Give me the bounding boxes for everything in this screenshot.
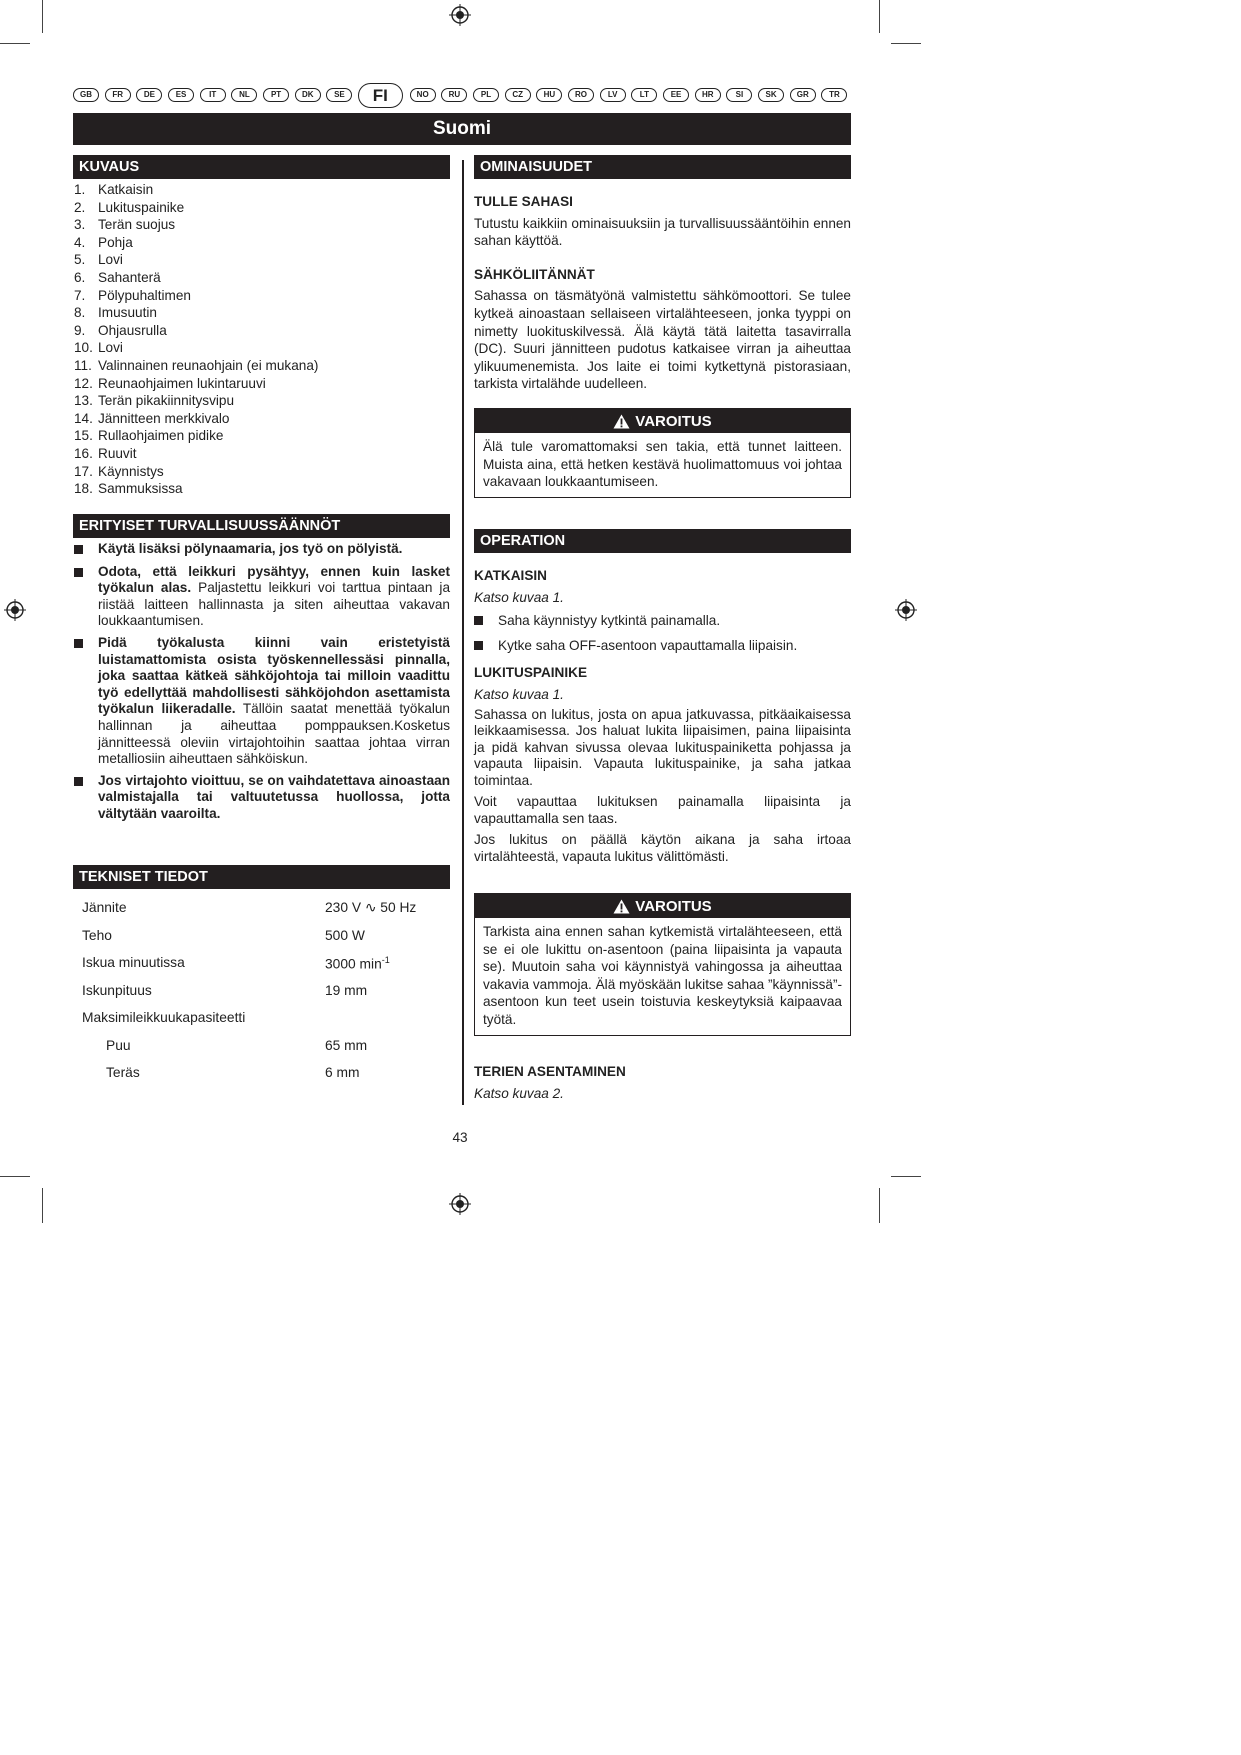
list-item bbox=[74, 216, 450, 234]
list-item bbox=[74, 357, 450, 375]
paragraph: Voit vapauttaa lukituksen painamalla liipaisinta ja vapauttamalla sen taas. bbox=[474, 793, 851, 827]
spec-value-text: 65 mm bbox=[325, 1037, 368, 1053]
paragraph: Tutustu kaikkiin ominaisuuksiin ja turvallisuussääntöihin ennen sahan käyttöä. bbox=[474, 215, 851, 249]
safety-rule-bold: Jos virtajohto vioittuu, se on vaihdatettava ainoastaan valmistajalla tai valtuutetussa huollossa, jotta vältytään vaaroilta. bbox=[98, 772, 450, 821]
spec-row bbox=[82, 983, 442, 1011]
list-text: Kytke saha OFF-asentoon vapauttamalla liipaisin. bbox=[498, 637, 798, 653]
safety-rule-normal: Tällöin saatat menettää työkalun hallinnan ja aiheuttaa pomppauksen.Kosketus jännitteessä oleviin virtajohtoihin saattaa johtaa virran metalliosiin aiheuttaen sähköiskun. bbox=[98, 701, 450, 767]
subheading-katkaisin: KATKAISIN bbox=[474, 568, 547, 583]
list-text: Lovi bbox=[98, 340, 123, 356]
subheading-electrical: SÄHKÖLIITÄNNÄT bbox=[474, 266, 595, 282]
list-item bbox=[74, 427, 450, 445]
language-tab-gr[interactable]: GR bbox=[790, 88, 816, 102]
list-item bbox=[74, 463, 450, 481]
list-number: 7. bbox=[74, 287, 86, 303]
list-number: 4. bbox=[74, 234, 86, 250]
language-tab-ro[interactable]: RO bbox=[568, 88, 594, 102]
list-text: Terän pikakiinnitysvipu bbox=[98, 393, 235, 409]
blade-fitting-content bbox=[474, 1063, 851, 1102]
column-divider bbox=[462, 160, 464, 1105]
list-text: Sahanterä bbox=[98, 269, 161, 285]
language-tab-pl[interactable]: PL bbox=[473, 88, 499, 102]
page-number: 43 bbox=[452, 1130, 468, 1145]
language-tab-ee[interactable]: EE bbox=[663, 88, 689, 102]
list-item bbox=[74, 234, 450, 252]
list-number: 9. bbox=[74, 322, 86, 338]
list-text: Pölypuhaltimen bbox=[98, 287, 191, 303]
description-list bbox=[74, 181, 450, 498]
crop-mark bbox=[891, 43, 921, 44]
warning-box bbox=[474, 408, 851, 498]
paragraph: Sahassa on lukitus, josta on apua jatkuvassa, pitkäaikaisessa leikkaamisessa. Jos haluat lukita liipaisimen, paina liipaisinta ja pidä kahvan sivussa olevaa lukituspainiketta pohjassa ja vapauta liipaisin. Vapauta lukituspainike, ja saha jatkaa toimintaa. bbox=[474, 706, 851, 788]
list-item bbox=[474, 612, 851, 630]
safety-rule bbox=[74, 635, 450, 768]
list-item bbox=[74, 375, 450, 393]
list-text: Jännitteen merkkivalo bbox=[98, 410, 230, 426]
list-text: Lovi bbox=[98, 252, 123, 268]
warning-box bbox=[474, 893, 851, 1036]
spec-value-text: 6 mm bbox=[325, 1065, 360, 1080]
warning-heading-text: VAROITUS bbox=[635, 897, 712, 915]
spec-label: Iskunpituus bbox=[82, 982, 152, 998]
section-heading-kuvaus: KUVAUS bbox=[73, 155, 450, 179]
list-number: 3. bbox=[74, 217, 86, 233]
list-text: Reunaohjaimen lukintaruuvi bbox=[98, 375, 266, 391]
spec-label: Iskua minuutissa bbox=[82, 955, 185, 970]
registration-mark-icon bbox=[449, 1193, 471, 1215]
crop-mark bbox=[879, 0, 880, 33]
crop-mark bbox=[42, 1188, 43, 1223]
paragraph: Jos lukitus on päällä käytön aikana ja saha irtoaa virtalähteestä, vapauta lukitus välittömästi. bbox=[474, 831, 851, 865]
warning-heading bbox=[475, 894, 850, 918]
language-tab-si[interactable]: SI bbox=[726, 88, 752, 102]
registration-mark-icon bbox=[449, 4, 471, 26]
list-text: Käynnistys bbox=[98, 463, 164, 479]
figure-reference: Katso kuvaa 2. bbox=[474, 1085, 564, 1101]
spec-value-text: 19 mm bbox=[325, 982, 368, 998]
list-item bbox=[74, 251, 450, 269]
language-tab-lt[interactable]: LT bbox=[631, 88, 657, 102]
language-tab-fr[interactable]: FR bbox=[105, 88, 131, 102]
list-item bbox=[74, 339, 450, 357]
warning-triangle-icon bbox=[613, 899, 630, 914]
spec-row bbox=[82, 900, 442, 928]
list-item bbox=[74, 480, 450, 498]
list-number: 8. bbox=[74, 305, 86, 321]
list-text: Lukituspainike bbox=[98, 199, 185, 215]
list-item bbox=[74, 322, 450, 340]
list-number: 2. bbox=[74, 199, 86, 215]
spec-value-text: 230 V ∿ 50 Hz bbox=[325, 900, 417, 915]
list-text: Ruuvit bbox=[98, 445, 137, 461]
figure-reference: Katso kuvaa 1. bbox=[474, 686, 564, 702]
crop-mark bbox=[0, 43, 30, 44]
language-tab-nl[interactable]: NL bbox=[231, 88, 257, 102]
spec-value bbox=[325, 1038, 367, 1053]
list-number: 13. bbox=[74, 393, 93, 409]
list-item bbox=[74, 445, 450, 463]
subheading-lukituspainike: LUKITUSPAINIKE bbox=[474, 665, 588, 681]
safety-rule-text bbox=[98, 635, 450, 768]
spec-label: Teho bbox=[82, 927, 112, 943]
spec-value bbox=[325, 983, 367, 998]
registration-mark-icon bbox=[4, 599, 26, 621]
list-text: Valinnainen reunaohjain (ei mukana) bbox=[98, 357, 319, 373]
spec-row bbox=[82, 928, 442, 956]
subheading-terien-asentaminen: TERIEN ASENTAMINEN bbox=[474, 1064, 626, 1079]
list-text: Ohjausrulla bbox=[98, 322, 167, 338]
language-tab-se[interactable]: SE bbox=[326, 88, 352, 102]
spec-row bbox=[82, 1010, 442, 1038]
bullet-icon bbox=[74, 635, 98, 768]
list-text: Katkaisin bbox=[98, 182, 154, 197]
list-text: Sammuksissa bbox=[98, 481, 183, 497]
safety-rule bbox=[74, 541, 450, 559]
bullet-icon bbox=[474, 637, 498, 655]
subheading-tulle-sahasi: TULLE SAHASI bbox=[474, 194, 573, 209]
warning-text: Älä tule varomattomaksi sen takia, että tunnet laitteen. Muista aina, että hetken kestävä huolimattomuus voi johtaa vakavaan loukkaantumiseen. bbox=[483, 439, 842, 490]
list-number: 6. bbox=[74, 269, 86, 285]
safety-rule-bold: Pidä työkalusta kiinni vain eristetyistä luistamattomista osista työskennellessäsi pinnalla, joka saattaa kätkeä sähköjohtoja tai milloin vaadittu työ edellyttää mahdollisesti sähköjohdon asettamista työkalun liikeradalle. bbox=[98, 634, 450, 717]
list-text: Imusuutin bbox=[98, 305, 157, 321]
safety-rule-normal: Paljastettu leikkuri voi tarttua pintaan ja riistää laitteen hallinnasta ja siten aiheuttaa vakavan loukkaantumisen. bbox=[98, 580, 451, 629]
list-text: Saha käynnistyy kytkintä painamalla. bbox=[498, 613, 721, 629]
spec-row bbox=[82, 1065, 442, 1093]
safety-rule bbox=[74, 564, 450, 630]
crop-mark bbox=[42, 0, 43, 33]
bullet-icon bbox=[474, 612, 498, 630]
safety-rule-bold: Odota, että leikkuri pysähtyy, ennen kuin lasket työkalun alas. bbox=[98, 563, 450, 596]
spec-row bbox=[82, 955, 442, 983]
crop-mark bbox=[879, 1188, 880, 1223]
language-tab-pt[interactable]: PT bbox=[263, 88, 289, 102]
language-tab-lv[interactable]: LV bbox=[600, 88, 626, 102]
language-tab-dk[interactable]: DK bbox=[295, 88, 321, 102]
registration-mark-icon bbox=[895, 599, 917, 621]
features-content bbox=[474, 193, 851, 393]
spec-value-exponent: -1 bbox=[381, 955, 390, 965]
spec-label: Maksimileikkuukapasiteetti bbox=[82, 1010, 246, 1025]
safety-rule-bold: Käytä lisäksi pölynaamaria, jos työ on pölyistä. bbox=[98, 541, 403, 556]
language-tab-hr[interactable]: HR bbox=[695, 88, 721, 102]
language-tab-gb[interactable]: GB bbox=[73, 88, 99, 102]
warning-triangle-icon bbox=[613, 414, 630, 429]
language-tab-no[interactable]: NO bbox=[410, 88, 436, 102]
language-tab-de[interactable]: DE bbox=[136, 88, 162, 102]
language-tab-fi[interactable]: FI bbox=[358, 83, 403, 108]
language-tab-tr[interactable]: TR bbox=[821, 88, 847, 102]
bullet-icon bbox=[74, 541, 98, 559]
spec-value bbox=[325, 900, 416, 916]
language-tab-sk[interactable]: SK bbox=[758, 88, 784, 102]
language-tab-cz[interactable]: CZ bbox=[505, 88, 531, 102]
warning-text: Tarkista aina ennen sahan kytkemistä virtalähteeseen, että se ei ole lukittu on-asentoon (paina liipaisinta ja vapauta se). Muutoin saha voi käynnistyä vahingossa ja aiheuttaa vakavia vammoja. Älä myöskään lukitse sahaa ”käynnissä”-asentoon kun teet usein toistuvia keskeytyksiä kaipaavaa työtä. bbox=[483, 924, 842, 1027]
section-heading-technical-data: TEKNISET TIEDOT bbox=[73, 865, 450, 889]
list-number: 10. bbox=[74, 340, 93, 356]
safety-rule-text bbox=[98, 541, 450, 559]
bullet-icon bbox=[74, 773, 98, 823]
list-item bbox=[74, 287, 450, 305]
spec-value bbox=[325, 955, 390, 972]
safety-rule-text bbox=[98, 564, 450, 630]
list-number: 17. bbox=[74, 463, 93, 479]
list-number: 14. bbox=[74, 410, 93, 426]
list-text: Rullaohjaimen pidike bbox=[98, 428, 224, 444]
list-item bbox=[74, 199, 450, 217]
paragraph: Sahassa on täsmätyönä valmistettu sähkömoottori. Se tulee kytkeä ainoastaan sellaiseen virtalähteeseen, jonka tyyppi on nimetty luokituskilvessä. Älä käytä tätä laitetta tasavirralla (DC). Suuri jännitteen pudotus katkaisee virran ja aiheuttaa ylikuumenemista. Jos laite ei toimi kytkettynä pistorasiaan, tarkista virtalähde uudelleen. bbox=[474, 288, 851, 392]
list-number: 5. bbox=[74, 252, 86, 268]
crop-mark bbox=[891, 1176, 921, 1177]
language-tab-ru[interactable]: RU bbox=[441, 88, 467, 102]
list-item bbox=[74, 304, 450, 322]
list-text: Pohja bbox=[98, 234, 133, 250]
technical-data-table bbox=[82, 900, 442, 1093]
section-heading-features: OMINAISUUDET bbox=[474, 155, 851, 179]
language-tab-it[interactable]: IT bbox=[200, 88, 226, 102]
spec-label: Teräs bbox=[106, 1065, 140, 1080]
spec-label: Puu bbox=[106, 1037, 131, 1053]
crop-mark bbox=[0, 1176, 30, 1177]
list-item bbox=[74, 181, 450, 199]
figure-reference: Katso kuvaa 1. bbox=[474, 589, 564, 605]
section-heading-safety-rules: ERITYISET TURVALLISUUSSÄÄNNÖT bbox=[73, 514, 450, 538]
list-item bbox=[74, 410, 450, 428]
list-number: 18. bbox=[74, 481, 93, 497]
safety-rule-text bbox=[98, 773, 450, 823]
bullet-icon bbox=[74, 564, 98, 630]
operation-content bbox=[474, 567, 851, 866]
list-item bbox=[474, 637, 851, 655]
language-tab-hu[interactable]: HU bbox=[536, 88, 562, 102]
spec-value bbox=[325, 928, 365, 943]
list-number: 16. bbox=[74, 445, 93, 461]
language-tab-es[interactable]: ES bbox=[168, 88, 194, 102]
safety-rule bbox=[74, 773, 450, 823]
list-number: 1. bbox=[74, 182, 86, 197]
list-text: Terän suojus bbox=[98, 217, 176, 233]
spec-value bbox=[325, 1065, 360, 1080]
section-heading-operation: OPERATION bbox=[474, 529, 851, 553]
page-title: Suomi bbox=[73, 113, 851, 145]
spec-value-text: 3000 min bbox=[325, 956, 382, 972]
warning-heading-text: VAROITUS bbox=[635, 412, 712, 430]
list-item bbox=[74, 269, 450, 287]
warning-heading bbox=[475, 409, 850, 433]
spec-row bbox=[82, 1038, 442, 1066]
spec-label: Jännite bbox=[82, 900, 127, 915]
list-number: 12. bbox=[74, 375, 93, 391]
spec-value-text: 500 W bbox=[325, 927, 365, 943]
list-item bbox=[74, 392, 450, 410]
safety-rules-list bbox=[74, 541, 450, 828]
language-selector-bar bbox=[73, 81, 853, 109]
list-number: 11. bbox=[74, 357, 92, 373]
list-number: 15. bbox=[74, 428, 93, 444]
